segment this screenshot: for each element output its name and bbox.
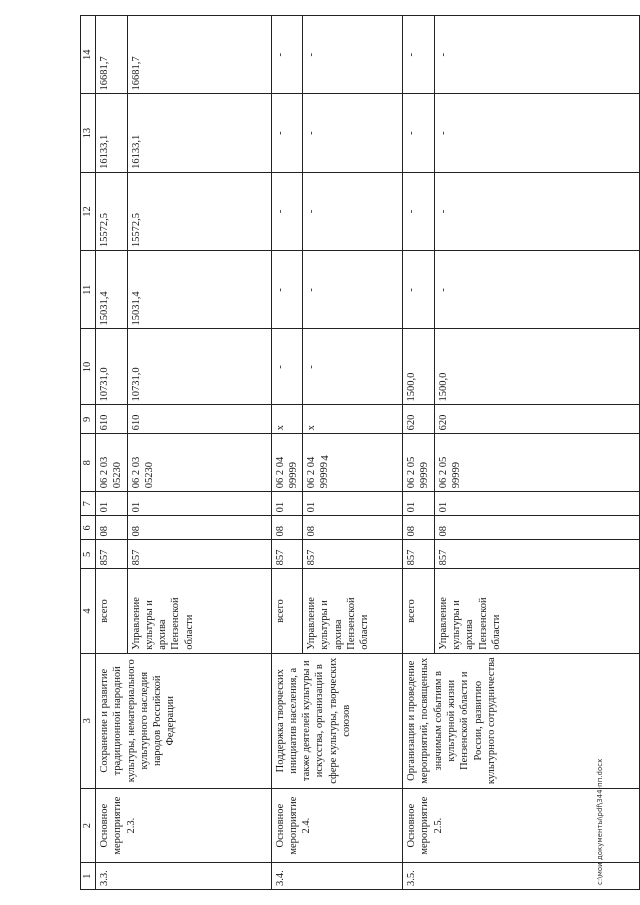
rz-cell: 08: [403, 516, 435, 540]
executor: Управление культуры и архива Пензенской области: [434, 569, 639, 653]
amount-cell: -: [303, 16, 403, 94]
csr-cell: 06 2 04 99999: [271, 434, 303, 492]
header-cell: 2: [81, 788, 96, 863]
amount-cell: 1500,0: [434, 329, 639, 405]
executor: всего: [271, 569, 303, 653]
vr-cell: х: [303, 405, 403, 434]
table-row: [271, 16, 303, 890]
pr-cell: 01: [271, 492, 303, 516]
vr-cell: 610: [96, 405, 128, 434]
amount-cell: -: [434, 251, 639, 329]
csr-cell: 06 2 05 99999: [403, 434, 435, 492]
pr-cell: 01: [96, 492, 128, 516]
amount-cell: -: [303, 172, 403, 250]
event-name: Организация и проведение мероприятий, посвященных значимым событиям в культурной жизни Пензенской области и России, развитию культурного сотрудничества: [403, 653, 640, 788]
header-cell: 9: [81, 405, 96, 434]
amount-cell: -: [403, 172, 435, 250]
rz-cell: 08: [271, 516, 303, 540]
event-name: Поддержка творческих инициатив населения, а также деятелей культуры и искусства, организаций в сфере культуры, творческих союзов: [271, 653, 403, 788]
row-number: 3.4.: [271, 863, 403, 890]
header-cell: 13: [81, 94, 96, 172]
amount-cell: -: [434, 16, 639, 94]
executor: Управление культуры и архива Пензенской области: [303, 569, 403, 653]
pr-cell: 01: [434, 492, 639, 516]
pr-cell: 01: [403, 492, 435, 516]
amount-cell: 1500,0: [403, 329, 435, 405]
executor: всего: [96, 569, 128, 653]
table-row: [96, 16, 128, 890]
event-code: Основное мероприятие 2.3.: [96, 788, 272, 863]
event-code: Основное мероприятие 2.5.: [403, 788, 640, 863]
vr-cell: х: [271, 405, 303, 434]
vr-cell: 620: [403, 405, 435, 434]
amount-cell: 15572,5: [127, 172, 271, 250]
header-cell: 10: [81, 329, 96, 405]
amount-cell: -: [403, 94, 435, 172]
amount-cell: 15031,4: [96, 251, 128, 329]
header-cell: 4: [81, 569, 96, 653]
event-code: Основное мероприятие 2.4.: [271, 788, 403, 863]
header-cell: 3: [81, 653, 96, 788]
csr-cell: 06 2 05 99999: [434, 434, 639, 492]
table-row: [403, 16, 435, 890]
header-cell: 8: [81, 434, 96, 492]
amount-cell: 16133,1: [127, 94, 271, 172]
row-number: 3.5.: [403, 863, 640, 890]
budget-table-container: [80, 15, 640, 890]
csr-cell: 06 2 03 05230: [96, 434, 128, 492]
rz-cell: 08: [96, 516, 128, 540]
header-row: [81, 16, 96, 890]
grbs-cell: 857: [303, 540, 403, 569]
executor: Управление культуры и архива Пензенской области: [127, 569, 271, 653]
amount-cell: -: [303, 94, 403, 172]
amount-cell: 16681,7: [96, 16, 128, 94]
amount-cell: -: [434, 94, 639, 172]
rz-cell: 08: [434, 516, 639, 540]
amount-cell: -: [303, 329, 403, 405]
amount-cell: 15572,5: [96, 172, 128, 250]
header-cell: 11: [81, 251, 96, 329]
event-name: Сохранение и развитие традиционной народной культуры, нематериального культурного наследия народов Российской Федерации: [96, 653, 272, 788]
row-number: 3.3.: [96, 863, 272, 890]
grbs-cell: 857: [127, 540, 271, 569]
header-cell: 6: [81, 516, 96, 540]
rz-cell: 08: [127, 516, 271, 540]
header-cell: 5: [81, 540, 96, 569]
rz-cell: 08: [303, 516, 403, 540]
executor: всего: [403, 569, 435, 653]
header-cell: 14: [81, 16, 96, 94]
amount-cell: -: [271, 94, 303, 172]
amount-cell: -: [271, 172, 303, 250]
amount-cell: -: [271, 251, 303, 329]
amount-cell: -: [303, 251, 403, 329]
grbs-cell: 857: [403, 540, 435, 569]
amount-cell: 10731,0: [96, 329, 128, 405]
budget-table: [80, 15, 640, 890]
pr-cell: 01: [303, 492, 403, 516]
amount-cell: 15031,4: [127, 251, 271, 329]
vr-cell: 610: [127, 405, 271, 434]
page-number: 4: [319, 455, 331, 461]
amount-cell: 16133,1: [96, 94, 128, 172]
grbs-cell: 857: [271, 540, 303, 569]
grbs-cell: 857: [434, 540, 639, 569]
header-cell: 1: [81, 863, 96, 890]
amount-cell: -: [403, 251, 435, 329]
amount-cell: -: [403, 16, 435, 94]
csr-cell: 06 2 03 05230: [127, 434, 271, 492]
header-cell: 12: [81, 172, 96, 250]
amount-cell: 10731,0: [127, 329, 271, 405]
vr-cell: 620: [434, 405, 639, 434]
amount-cell: -: [271, 329, 303, 405]
pr-cell: 01: [127, 492, 271, 516]
footer-file-path: c:\мои документы\pdf\344-пп.docx: [596, 758, 604, 885]
amount-cell: -: [434, 172, 639, 250]
grbs-cell: 857: [96, 540, 128, 569]
header-cell: 7: [81, 492, 96, 516]
csr-cell: 06 2 04 99999: [303, 434, 403, 492]
amount-cell: 16681,7: [127, 16, 271, 94]
amount-cell: -: [271, 16, 303, 94]
